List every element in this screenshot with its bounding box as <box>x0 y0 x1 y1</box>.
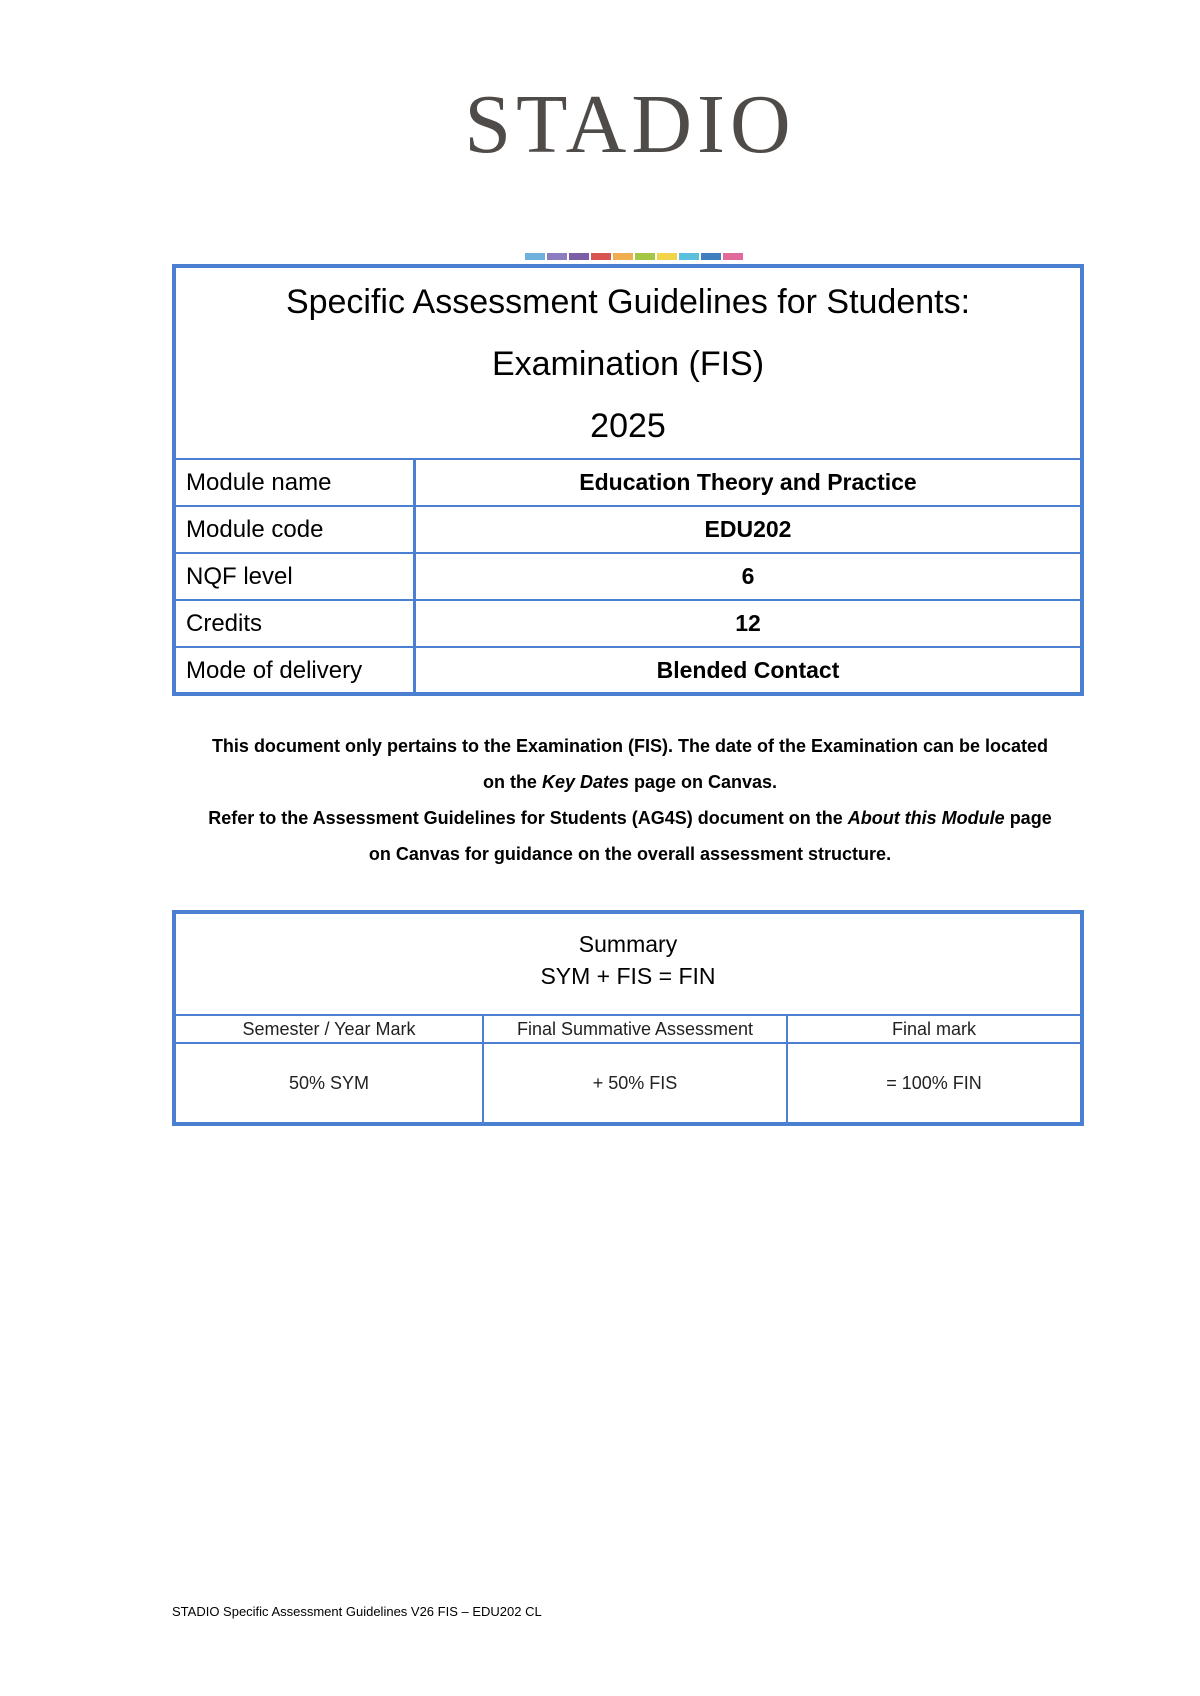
document-subtitle: Examination (FIS) <box>491 345 765 383</box>
module-row-delivery <box>176 648 1080 695</box>
page-footer: STADIO Specific Assessment Guidelines V26 FIS – EDU202 CL <box>172 1604 542 1619</box>
summary-header <box>176 914 1080 1016</box>
module-row-code <box>176 507 1080 554</box>
module-row-credits <box>176 601 1080 648</box>
document-year: 2025 <box>590 407 666 445</box>
stripe-segment <box>679 253 699 260</box>
summary-formula: SYM + FIS = FIN <box>540 963 716 989</box>
logo-wordmark: STADIO <box>464 78 796 171</box>
notes-text: on the <box>482 772 542 792</box>
value-fis: + 50% FIS <box>482 1044 788 1122</box>
module-table-header <box>176 268 1080 460</box>
stripe-segment <box>657 253 677 260</box>
value-fin: = 100% FIN <box>886 1073 982 1093</box>
notes-text: page <box>1004 808 1052 828</box>
stripe-segment <box>723 253 743 260</box>
stripe-segment <box>547 253 567 260</box>
module-info-table <box>172 264 1084 696</box>
logo-color-stripe <box>525 253 745 260</box>
row-value: Education Theory and Practice <box>579 469 917 495</box>
summary-table <box>172 910 1084 1126</box>
row-label: Credits <box>176 601 416 646</box>
notes-line: on Canvas for guidance on the overall assessment structure. <box>368 844 892 864</box>
row-label: Mode of delivery <box>176 648 416 695</box>
row-value: Blended Contact <box>656 657 840 683</box>
stripe-segment <box>569 253 589 260</box>
about-module-page-ref: About this Module <box>847 808 1005 828</box>
stripe-segment <box>613 253 633 260</box>
header-semester-year-mark: Semester / Year Mark <box>242 1019 416 1039</box>
row-label: Module code <box>176 507 416 552</box>
stadio-logo <box>455 80 805 190</box>
notes-line: This document only pertains to the Examination (FIS). The date of the Examination can be located <box>211 736 1049 756</box>
value-sym: 50% SYM <box>288 1073 370 1093</box>
stripe-segment <box>701 253 721 260</box>
document-notes <box>160 728 1100 872</box>
notes-text: page on Canvas. <box>629 772 778 792</box>
row-label: NQF level <box>176 554 416 599</box>
stripe-segment <box>635 253 655 260</box>
header-final-summative: Final Summative Assessment <box>482 1016 788 1042</box>
key-dates-page-ref: Key Dates <box>541 772 629 792</box>
header-final-mark: Final mark <box>891 1019 976 1039</box>
notes-line <box>160 800 1100 836</box>
module-row-name <box>176 460 1080 507</box>
summary-title: Summary <box>578 931 678 957</box>
row-label: Module name <box>176 460 416 505</box>
row-value: EDU202 <box>704 516 792 542</box>
row-value: 6 <box>741 563 755 589</box>
notes-text: Refer to the Assessment Guidelines for Students (AG4S) document on the <box>208 808 848 828</box>
summary-column-headers <box>176 1016 1080 1044</box>
notes-line <box>160 764 1100 800</box>
document-title: Specific Assessment Guidelines for Students: <box>285 283 971 321</box>
stripe-segment <box>525 253 545 260</box>
module-row-nqf-level <box>176 554 1080 601</box>
summary-values-row <box>176 1044 1080 1122</box>
stripe-segment <box>591 253 611 260</box>
row-value: 12 <box>735 610 761 636</box>
